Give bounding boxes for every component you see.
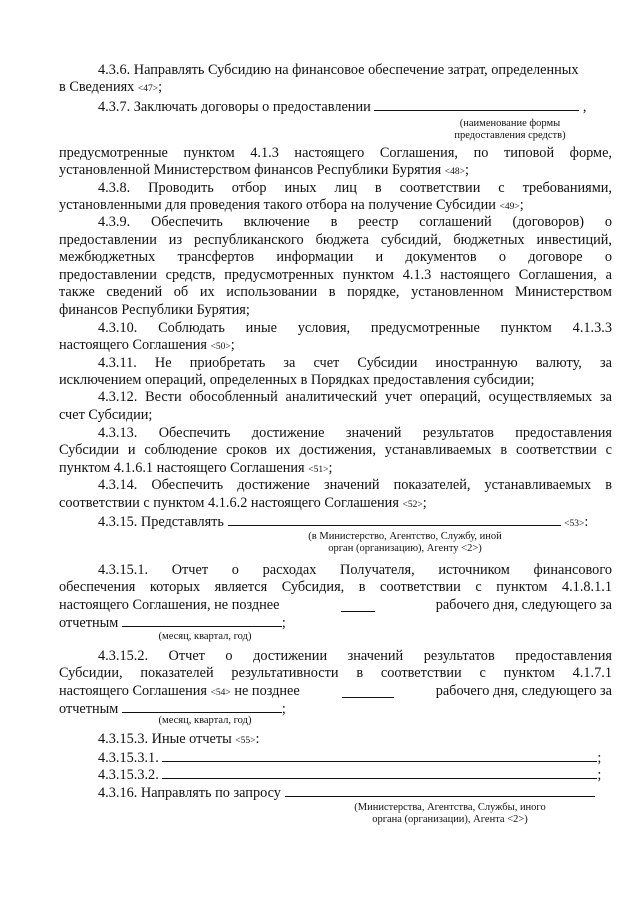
para-4-3-11: 4.3.11. Не приобретать за счет Субсидии иностранную валюту, за — [98, 355, 612, 371]
footnote-ref: <55> — [235, 736, 256, 746]
para-4-3-15-3-1: 4.3.15.3.1. ; — [98, 750, 602, 766]
para-4-3-6-cont: в Сведениях <47>; — [59, 79, 163, 95]
para-4-3-15-2-l3: настоящего Соглашения <54> не позднее рабочего дня, следующего за — [59, 683, 612, 699]
para-4-3-7-l3: установленной Министерством финансов Республики Бурятия <48>; — [59, 162, 469, 178]
deadline-days-field[interactable] — [341, 599, 375, 612]
other-report-field[interactable] — [162, 766, 597, 779]
caption-authority: (в Министерство, Агентство, Службу, иной — [308, 531, 502, 542]
para-4-3-13-l3: пунктом 4.1.6.1 настоящего Соглашения <51>; — [59, 460, 333, 476]
caption-form-name-2: предоставления средств) — [454, 130, 566, 141]
caption-request-authority-2: органа (организации), Агента <2>) — [372, 814, 528, 825]
para-4-3-13-l2: Субсидии и соблюдение сроков их достижения, устанавливаемых в соответствии с — [59, 442, 612, 458]
footnote-ref: <54> — [210, 688, 231, 698]
para-4-3-9-l5: также сведений об их использовании в порядке, установленном Министерством — [59, 284, 612, 300]
period-field[interactable] — [122, 700, 282, 713]
para-4-3-15-1-l2: обеспечения которых является Субсидия, в соответствии с пунктом 4.1.8.1.1 — [59, 579, 612, 595]
para-4-3-15-2-l4: отчетным ; — [59, 701, 286, 717]
footnote-ref: <50> — [210, 342, 231, 352]
form-name-field[interactable] — [374, 98, 579, 111]
para-4-3-15-1-l4: отчетным ; — [59, 615, 286, 631]
para-4-3-12: 4.3.12. Вести обособленный аналитический учет операций, осуществляемых за — [98, 389, 612, 405]
para-4-3-15-3-2: 4.3.15.3.2. ; — [98, 767, 602, 783]
footnote-ref: <52> — [402, 500, 423, 510]
para-4-3-15-2: 4.3.15.2. Отчет о достижении значений результатов предоставления — [98, 648, 612, 664]
caption-form-name: (наименование формы — [459, 118, 561, 129]
para-4-3-11-l2: исключением операций, определенных в Порядках предоставления субсидии; — [59, 372, 535, 388]
para-4-3-15: 4.3.15. Представлять <53>: — [98, 514, 589, 530]
footnote-ref: <49> — [499, 202, 520, 212]
para-4-3-9-l4: предоставлении средств, предусмотренных пунктом 4.1.3 настоящего Соглашения, а — [59, 267, 612, 283]
period-field[interactable] — [122, 614, 282, 627]
recipient-authority-field[interactable] — [228, 513, 561, 526]
caption-request-authority: (Министерства, Агентства, Службы, иного — [354, 802, 546, 813]
para-4-3-8-l2: установленными для проведения такого отбора на получение Субсидии <49>; — [59, 197, 524, 213]
caption-period: (месяц, квартал, год) — [158, 715, 252, 726]
para-4-3-14-l2: соответствии с пунктом 4.1.6.2 настоящего Соглашения <52>; — [59, 495, 427, 511]
para-4-3-14: 4.3.14. Обеспечить достижение значений показателей, устанавливаемых в — [98, 477, 612, 493]
para-4-3-12-l2: счет Субсидии; — [59, 407, 153, 423]
request-authority-field[interactable] — [285, 784, 595, 797]
para-4-3-15-2-l2: Субсидии, показателей результативности в соответствии с пунктом 4.1.7.1 — [59, 665, 612, 681]
footnote-ref: <48> — [444, 167, 465, 177]
para-4-3-15-3: 4.3.15.3. Иные отчеты <55>: — [98, 731, 260, 747]
caption-authority-2: орган (организацию), Агенту <2>) — [328, 543, 482, 554]
para-4-3-9-l3: межбюджетных трансфертов информации и документов о договоре о — [59, 249, 612, 265]
para-4-3-10-l2: настоящего Соглашения <50>; — [59, 337, 235, 353]
other-report-field[interactable] — [162, 749, 597, 762]
para-4-3-15-1: 4.3.15.1. Отчет о расходах Получателя, источником финансового — [98, 562, 612, 578]
para-4-3-9-l2: предоставлении из республиканского бюджета субсидий, бюджетных инвестиций, — [59, 232, 612, 248]
para-4-3-9: 4.3.9. Обеспечить включение в реестр соглашений (договоров) о — [98, 214, 612, 230]
para-4-3-9-l6: финансов Республики Бурятия; — [59, 302, 250, 318]
para-4-3-16: 4.3.16. Направлять по запросу — [98, 784, 595, 802]
para-4-3-15-1-l3: настоящего Соглашения, не позднее рабочего дня, следующего за — [59, 597, 612, 613]
deadline-days-field[interactable] — [342, 685, 394, 698]
para-4-3-13: 4.3.13. Обеспечить достижение значений результатов предоставления — [98, 425, 612, 441]
caption-period: (месяц, квартал, год) — [158, 631, 252, 642]
para-4-3-7-l2: предусмотренные пунктом 4.1.3 настоящего Соглашения, по типовой форме, — [59, 145, 612, 161]
footnote-ref: <51> — [308, 465, 329, 475]
para-4-3-10: 4.3.10. Соблюдать иные условия, предусмотренные пунктом 4.1.3.3 — [98, 320, 612, 336]
footnote-ref: <47> — [137, 84, 159, 94]
para-4-3-7: 4.3.7. Заключать договоры о предоставлении , — [98, 99, 587, 115]
para-4-3-6: 4.3.6. Направлять Субсидию на финансовое обеспечение затрат, определенных — [98, 62, 579, 78]
footnote-ref: <53> — [564, 519, 585, 529]
para-4-3-8: 4.3.8. Проводить отбор иных лиц в соответствии с требованиями, — [98, 180, 612, 196]
